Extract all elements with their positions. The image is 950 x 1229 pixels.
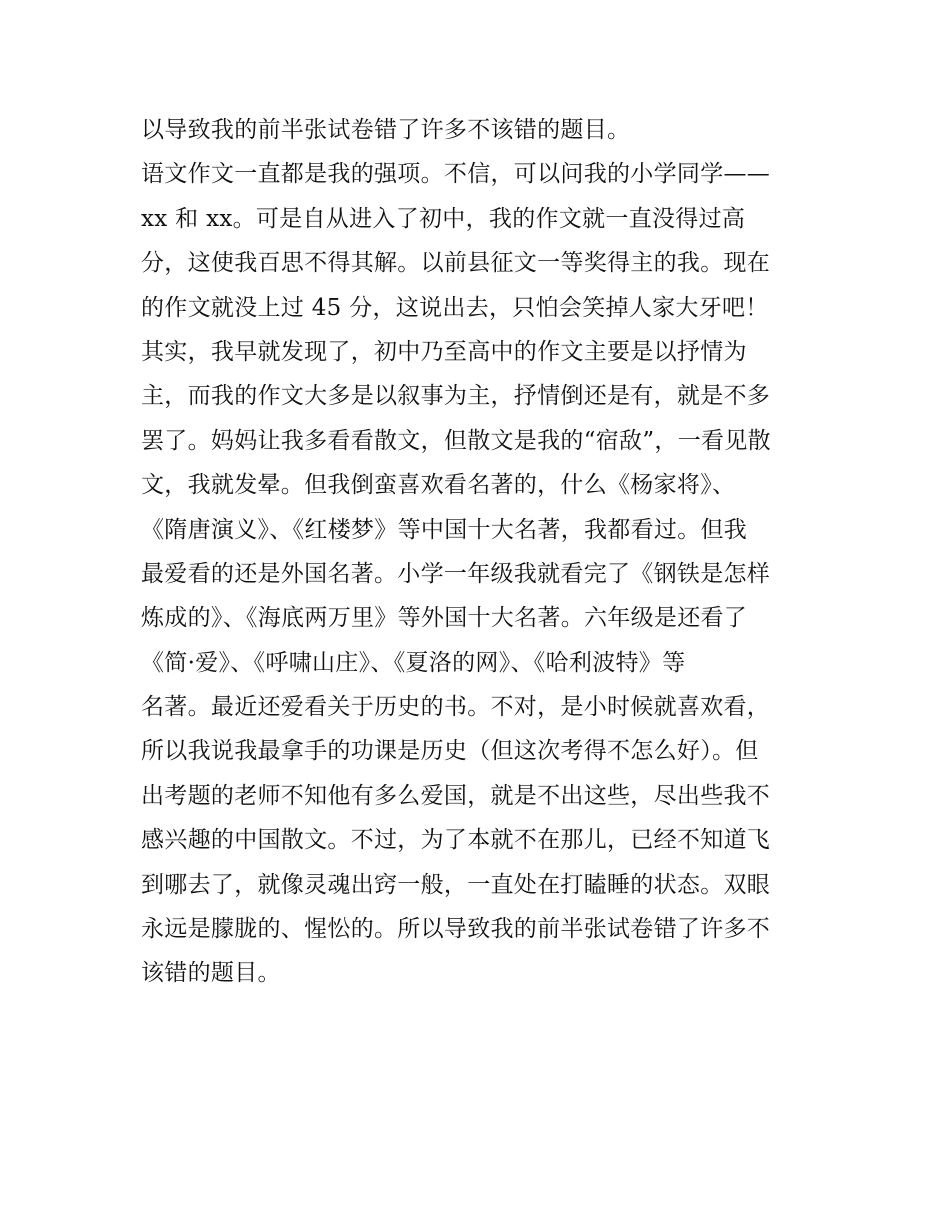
text-line: 其实，我早就发现了，初中乃至高中的作文主要是以抒情为 xyxy=(141,338,747,365)
text-line: 感兴趣的中国散文。不过，为了本就不在那儿，已经不知道飞 xyxy=(141,827,771,854)
text-line: 《隋唐演义》、《红楼梦》等中国十大名著，我都看过。但我 xyxy=(141,516,748,543)
text-line: 炼成的》、《海底两万里》等外国十大名著。六年级是还看了 xyxy=(141,605,748,632)
text-line: 罢了。妈妈让我多看看散文，但散文是我的“宿敌”，一看见散 xyxy=(141,427,771,454)
text-line: 分，这使我百思不得其解。以前县征文一等奖得主的我。现在 xyxy=(141,250,771,277)
text-line: 的作文就没上过 45 分，这说出去，只怕会笑掉人家大牙吧！ xyxy=(141,294,769,321)
text-line: 以导致我的前半张试卷错了许多不该错的题目。 xyxy=(141,117,631,143)
essay-text-block xyxy=(141,108,831,996)
text-line: xx 和 xx。可是自从进入了初中，我的作文就一直没得过高 xyxy=(141,205,746,232)
text-line: 《简·爱》、《呼啸山庄》、《夏洛的网》、《哈利波特》等 xyxy=(141,649,686,676)
text-line: 文，我就发晕。但我倒蛮喜欢看名著的，什么《杨家将》、 xyxy=(141,472,736,499)
text-line: 主，而我的作文大多是以叙事为主，抒情倒还是有，就是不多 xyxy=(141,383,771,410)
text-line: 最爱看的还是外国名著。小学一年级我就看完了《钢铁是怎样 xyxy=(141,560,771,587)
text-line: 语文作文一直都是我的强项。不信，可以问我的小学同学—— xyxy=(141,161,771,188)
text-line: 名著。最近还爱看关于历史的书。不对，是小时候就喜欢看， xyxy=(141,694,771,721)
text-line: 所以我说我最拿手的功课是历史（但这次考得不怎么好）。但 xyxy=(141,738,759,765)
text-line: 出考题的老师不知他有多么爱国，就是不出这些，尽出些我不 xyxy=(141,782,771,809)
text-line: 永远是朦胧的、惺忪的。所以导致我的前半张试卷错了许多不 xyxy=(141,916,771,943)
text-line: 到哪去了，就像灵魂出窍一般，一直处在打瞌睡的状态。双眼 xyxy=(141,871,771,898)
text-line: 该错的题目。 xyxy=(141,960,281,987)
